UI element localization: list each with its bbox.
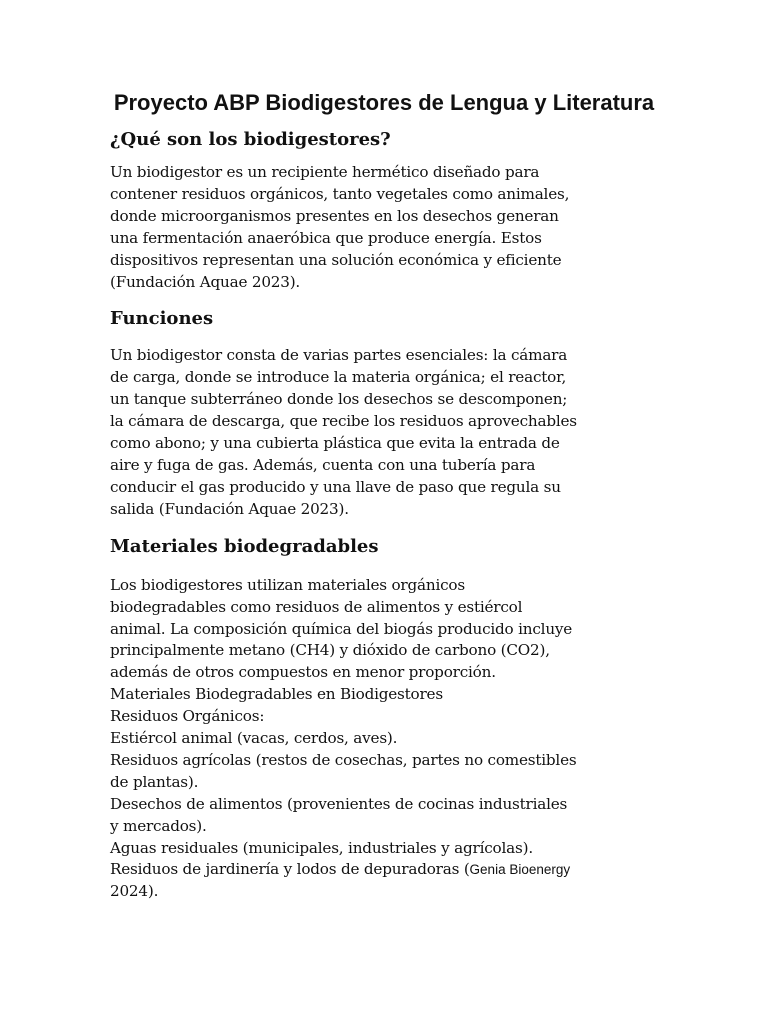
document-page xyxy=(110,86,658,903)
text-line: Materiales Biodegradables en Biodigestores xyxy=(110,685,443,704)
document-title: Proyecto ABP Biodigestores de Lengua y Literatura xyxy=(113,90,655,115)
text-line: un tanque subterráneo donde los desechos se descomponen; xyxy=(110,390,568,409)
text-line: Aguas residuales (municipales, industriales y agrícolas). xyxy=(110,838,533,857)
text-line: conducir el gas producido y una llave de paso que regula su xyxy=(110,477,561,496)
text-line: contener residuos orgánicos, tanto vegetales como animales, xyxy=(110,184,570,203)
text-line: una fermentación anaeróbica que produce energía. Estos xyxy=(110,228,542,247)
text-line: dispositivos representan una solución económica y eficiente xyxy=(110,250,562,269)
text-line: Un biodigestor consta de varias partes esenciales: la cámara xyxy=(110,346,568,365)
section-heading-materiales: Materiales biodegradables xyxy=(110,535,379,557)
section-paragraph-what-are xyxy=(110,162,658,293)
text-line: animal. La composición química del biogás producido incluye xyxy=(110,619,573,638)
text-line-with-citation xyxy=(110,859,658,881)
text-line: Residuos Orgánicos: xyxy=(110,707,265,726)
section-paragraph-materiales xyxy=(110,575,658,904)
citation-source: Genia Bioenergy xyxy=(469,862,571,878)
text-line: Residuos agrícolas (restos de cosechas, partes no comestibles xyxy=(110,750,577,769)
section-heading-what-are: ¿Qué son los biodigestores? xyxy=(110,129,391,150)
text-line: donde microorganismos presentes en los desechos generan xyxy=(110,206,559,225)
text-line: como abono; y una cubierta plástica que evita la entrada de xyxy=(110,434,560,453)
text-line: aire y fuga de gas. Además, cuenta con una tubería para xyxy=(110,455,536,474)
text-line: además de otros compuestos en menor proporción. xyxy=(110,663,496,682)
section-heading-funciones: Funciones xyxy=(110,308,214,330)
text-line: y mercados). xyxy=(110,816,207,835)
text-line: salida (Fundación Aquae 2023). xyxy=(110,499,349,518)
text-line: principalmente metano (CH4) y dióxido de carbono (CO2), xyxy=(110,641,550,660)
text-line: biodegradables como residuos de alimentos y estiércol xyxy=(110,597,523,616)
text-line: la cámara de descarga, que recibe los residuos aprovechables xyxy=(110,412,577,431)
text-line: de plantas). xyxy=(110,772,199,791)
text-line: de carga, donde se introduce la materia orgánica; el reactor, xyxy=(110,368,567,387)
text-line: Desechos de alimentos (provenientes de cocinas industriales xyxy=(110,794,568,813)
text-line: Un biodigestor es un recipiente hermético diseñado para xyxy=(110,163,540,181)
section-paragraph-funciones xyxy=(110,345,658,520)
text-line: Los biodigestores utilizan materiales orgánicos xyxy=(110,575,465,594)
text-line: (Fundación Aquae 2023). xyxy=(110,272,301,291)
text-line: 2024). xyxy=(110,882,159,901)
text-fragment: Residuos de jardinería y lodos de depuradoras ( xyxy=(110,860,470,879)
text-line: Estiércol animal (vacas, cerdos, aves). xyxy=(110,729,398,748)
